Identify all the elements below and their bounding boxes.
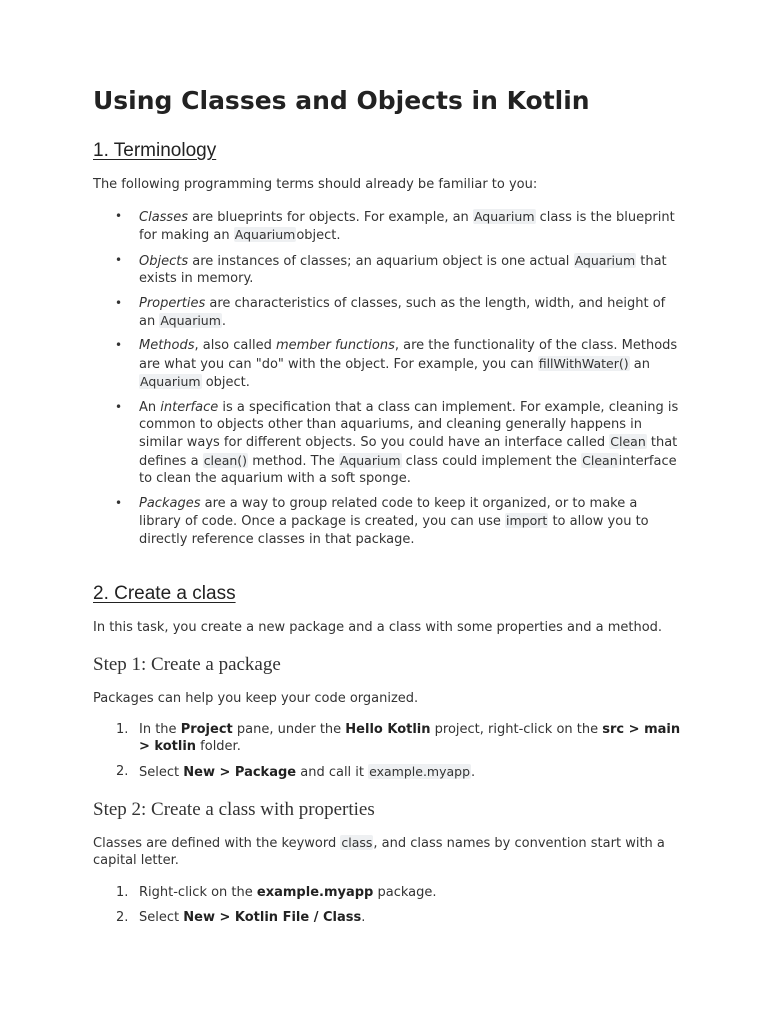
text: , are the functionality of the class. Methods are what you can "do" with the object. For example, you can: [139, 338, 678, 372]
text: is a specification that a class can implement. For example, cleaning is common to objects other than aquariums, and cleaning generally happens in similar ways for different objects. So you could have an interface called: [139, 399, 679, 451]
text: and call it: [296, 765, 369, 781]
list-item-properties: [93, 295, 683, 331]
text: Classes are defined with the keyword: [93, 836, 341, 851]
term: Classes: [139, 210, 188, 225]
code-clean-method: clean(): [203, 452, 248, 468]
list-item: [93, 721, 683, 756]
term: Properties: [139, 295, 206, 311]
page-title: Using Classes and Objects in Kotlin: [93, 86, 590, 115]
term: Methods: [139, 338, 195, 354]
code-clean: Clean: [610, 434, 646, 450]
text: .: [221, 314, 227, 330]
text: class could implement the: [401, 453, 582, 469]
ui-label: New > Package: [183, 765, 297, 781]
ui-label: example.myapp: [256, 885, 374, 900]
list-item-packages: [93, 495, 683, 548]
term: interface: [160, 399, 219, 415]
code-aquarium: Aquarium: [473, 209, 535, 224]
code-aquarium: Aquarium: [339, 452, 401, 468]
code-class-keyword: class: [341, 835, 373, 850]
list-item-objects: [93, 252, 683, 288]
list-item: [93, 884, 683, 901]
text: are instances of classes; an aquarium object is one actual: [188, 253, 574, 269]
terminology-intro: The following programming terms should already be familiar to you:: [93, 177, 538, 192]
step1-heading: Step 1: Create a package: [93, 654, 281, 675]
text: to allow you to directly reference classes in that package.: [139, 514, 649, 547]
ui-label: Project: [180, 722, 233, 737]
list-number: 2.: [116, 764, 129, 780]
code-aquarium: Aquarium: [234, 227, 296, 243]
list-item-interface: [93, 399, 683, 488]
text: are a way to group related code to keep it organized, or to make a library of code. Once a package is created, you can use: [139, 495, 638, 530]
text: an: [629, 356, 650, 372]
text: that defines a: [139, 435, 678, 469]
term: Packages: [139, 495, 201, 511]
text: are characteristics of classes, such as the length, width, and height of an: [139, 295, 666, 330]
code-import: import: [506, 513, 548, 529]
step2-list: [93, 884, 683, 934]
list-number: 1.: [116, 885, 129, 900]
list-item: [93, 763, 683, 781]
text: object.: [201, 375, 250, 391]
list-item-methods: [93, 337, 683, 391]
text: Select: [139, 909, 184, 925]
term: Objects: [139, 253, 189, 269]
list-item: [93, 909, 683, 926]
text: An: [139, 399, 161, 415]
text: that exists in memory.: [139, 253, 667, 287]
create-class-intro: In this task, you create a new package and a class with some properties and a method.: [93, 620, 663, 635]
code-aquarium: Aquarium: [140, 374, 201, 390]
text: package.: [373, 885, 437, 900]
code-aquarium: Aquarium: [574, 252, 636, 268]
step2-heading: Step 2: Create a class with properties: [93, 799, 375, 820]
text: object.: [296, 228, 341, 244]
text: Right-click on the: [139, 885, 257, 900]
code-aquarium: Aquarium: [160, 313, 221, 329]
ui-label: New > Kotlin File / Class: [183, 909, 362, 925]
list-number: 1.: [116, 722, 129, 737]
text: In the: [139, 722, 181, 737]
code-clean: Clean: [582, 452, 618, 468]
list-item-classes: [93, 208, 683, 245]
text: project, right-click on the: [430, 722, 603, 737]
text: .: [361, 909, 366, 925]
section-heading-create-class: 2. Create a class: [93, 583, 236, 604]
ui-label: Hello Kotlin: [345, 722, 431, 737]
ui-label: src > main > kotlin: [139, 722, 681, 755]
step2-intro: [93, 834, 678, 870]
code-fillwithwater: fillWithWater(): [538, 355, 629, 371]
text: pane, under the: [232, 722, 346, 737]
list-number: 2.: [116, 909, 129, 925]
section-heading-terminology: 1. Terminology: [93, 140, 217, 161]
text: interface to clean the aquarium with a soft sponge.: [139, 453, 677, 487]
code-package-name: example.myapp: [369, 764, 471, 780]
text: class is the blueprint for making an: [139, 210, 675, 244]
text: , and class names by convention start with a capital letter.: [93, 836, 665, 869]
step1-list: [93, 721, 683, 789]
text: .: [471, 765, 476, 781]
text: , also called: [194, 338, 276, 354]
text: method. The: [248, 453, 339, 469]
text: are blueprints for objects. For example, an: [187, 210, 473, 225]
term: member functions: [275, 338, 395, 354]
terminology-list: [93, 208, 683, 555]
text: folder.: [196, 739, 241, 755]
text: Select: [139, 765, 184, 781]
step1-intro: Packages can help you keep your code organized.: [93, 691, 419, 706]
